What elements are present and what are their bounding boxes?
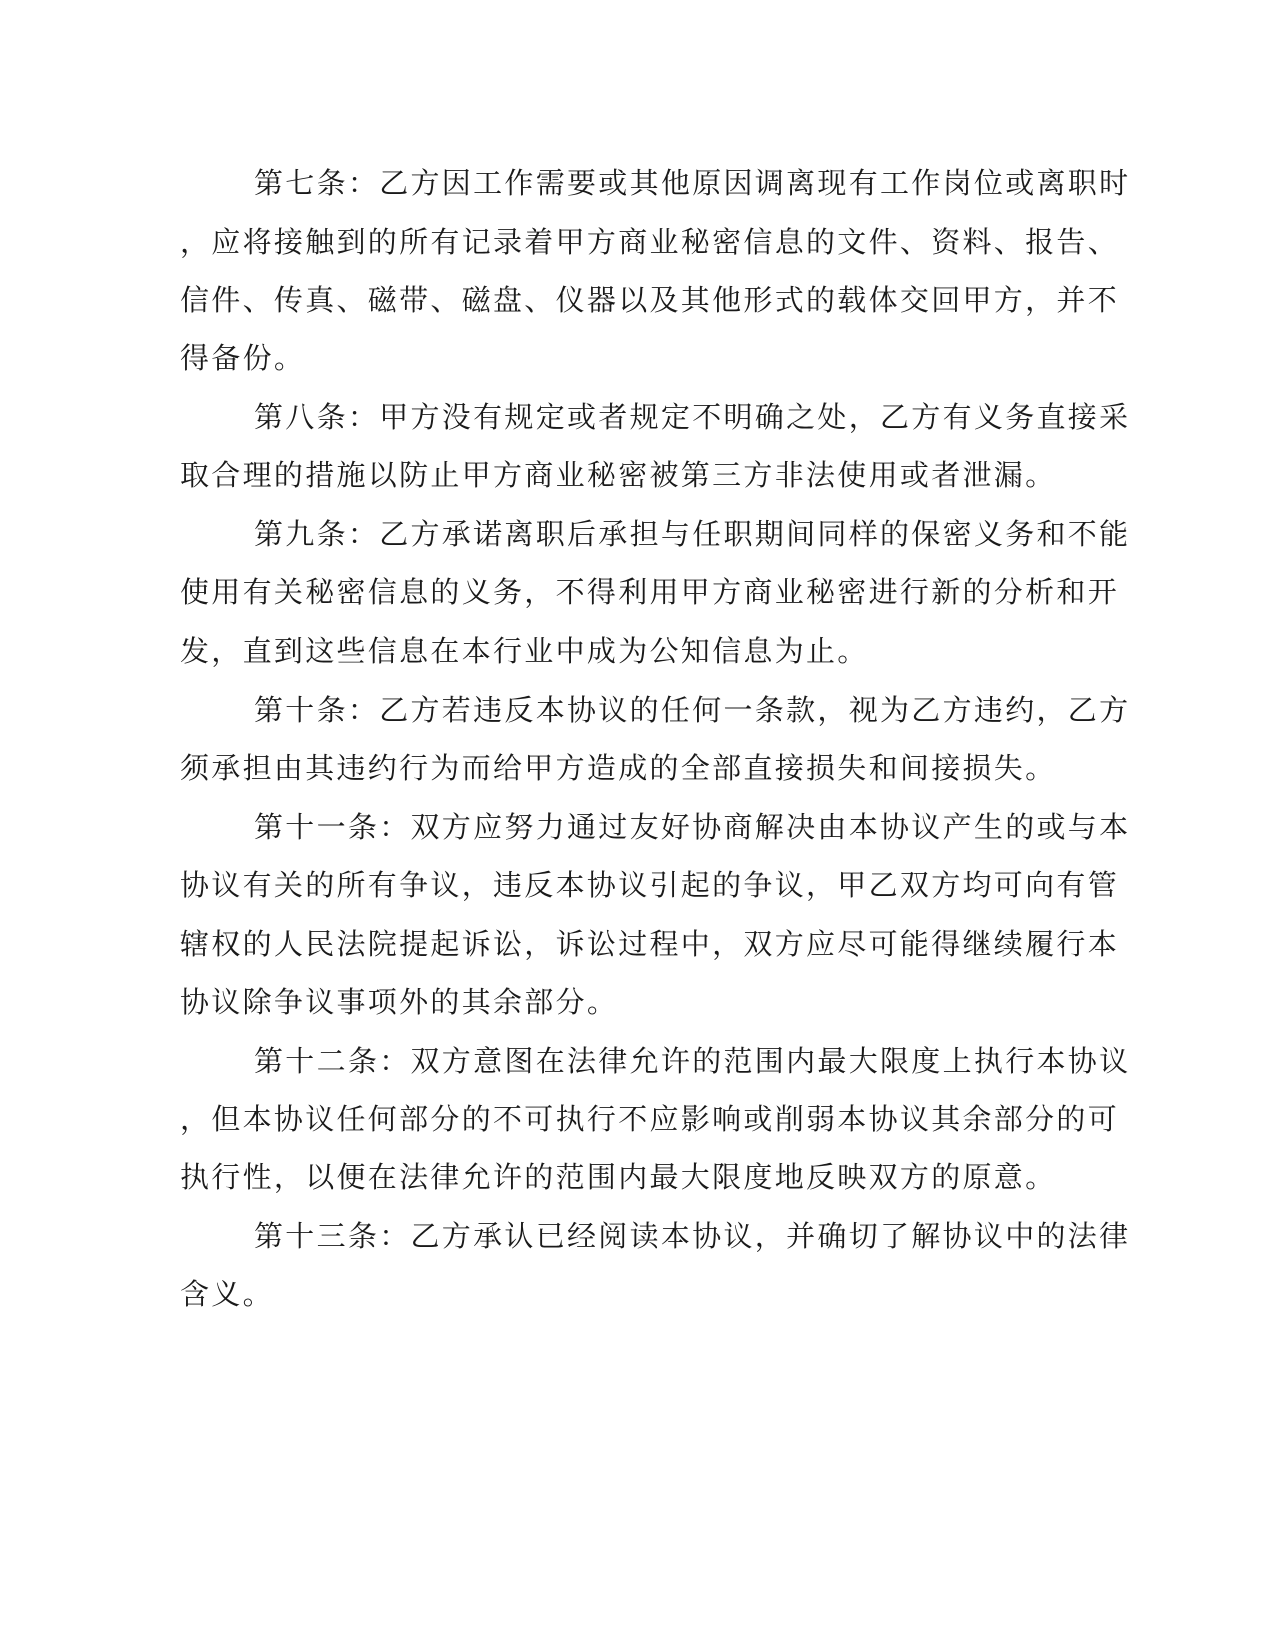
article-10-line-1: 第十条：乙方若违反本协议的任何一条款，视为乙方违约，乙方 — [254, 693, 1131, 727]
article-13-line-1: 第十三条：乙方承认已经阅读本协议，并确切了解协议中的法律 — [254, 1219, 1131, 1253]
article-12-line-2: ，但本协议任何部分的不可执行不应影响或削弱本协议其余部分的可 — [180, 1102, 1120, 1136]
article-7-line-2: ，应将接触到的所有记录着甲方商业秘密信息的文件、资料、报告、 — [180, 225, 1120, 259]
article-7-line-1: 第七条：乙方因工作需要或其他原因调离现有工作岗位或离职时 — [254, 166, 1131, 200]
article-10-line-2: 须承担由其违约行为而给甲方造成的全部直接损失和间接损失。 — [180, 751, 1057, 785]
article-12-line-3: 执行性，以便在法律允许的范围内最大限度地反映双方的原意。 — [180, 1160, 1057, 1194]
article-13-line-2: 含义。 — [180, 1277, 274, 1311]
article-11-line-4: 协议除争议事项外的其余部分。 — [180, 985, 619, 1019]
article-7-line-4: 得备份。 — [180, 341, 306, 375]
article-12-line-1: 第十二条：双方意图在法律允许的范围内最大限度上执行本协议 — [254, 1044, 1131, 1078]
article-11-line-1: 第十一条：双方应努力通过友好协商解决由本协议产生的或与本 — [254, 810, 1131, 844]
article-8-line-2: 取合理的措施以防止甲方商业秘密被第三方非法使用或者泄漏。 — [180, 458, 1057, 492]
article-8-line-1: 第八条：甲方没有规定或者规定不明确之处，乙方有义务直接采 — [254, 400, 1131, 434]
article-9-line-1: 第九条：乙方承诺离职后承担与任职期间同样的保密义务和不能 — [254, 517, 1131, 551]
article-11-line-2: 协议有关的所有争议，违反本协议引起的争议，甲乙双方均可向有管 — [180, 868, 1120, 902]
article-11-line-3: 辖权的人民法院提起诉讼，诉讼过程中，双方应尽可能得继续履行本 — [180, 927, 1120, 961]
article-7-line-3: 信件、传真、磁带、磁盘、仪器以及其他形式的载体交回甲方，并不 — [180, 283, 1120, 317]
article-9-line-3: 发，直到这些信息在本行业中成为公知信息为止。 — [180, 634, 869, 668]
article-9-line-2: 使用有关秘密信息的义务，不得利用甲方商业秘密进行新的分析和开 — [180, 575, 1120, 609]
